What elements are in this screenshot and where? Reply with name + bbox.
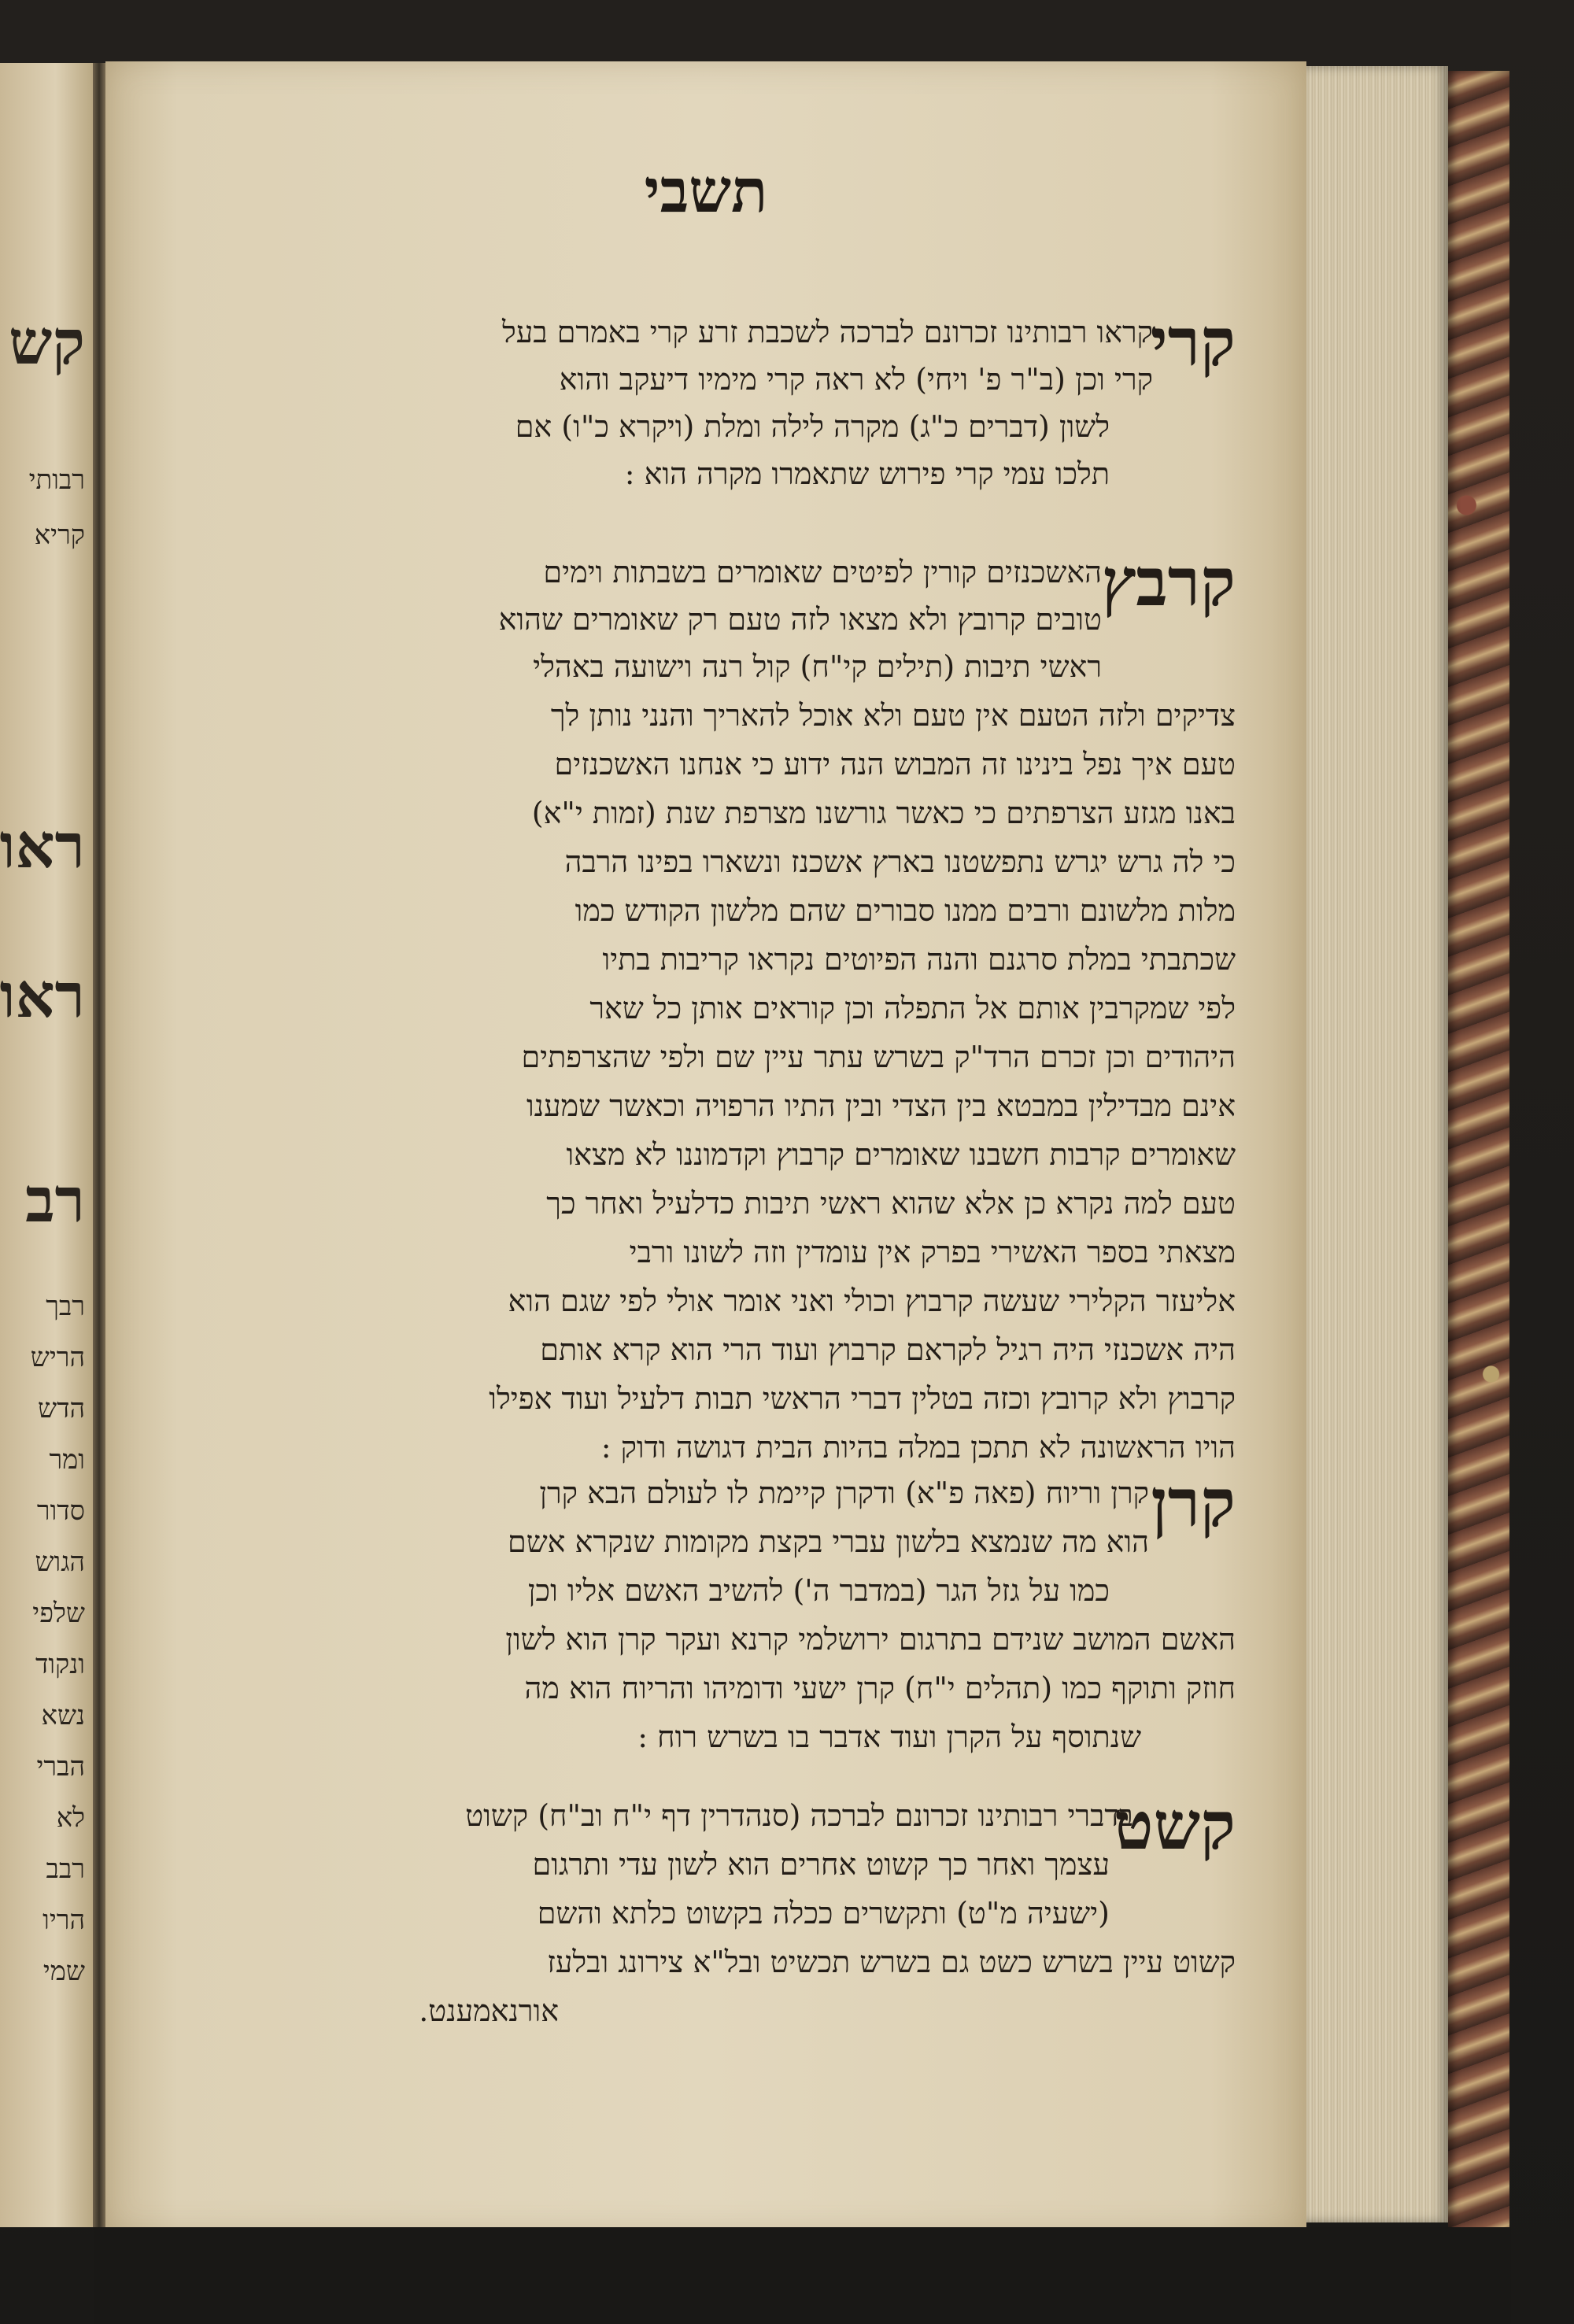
entry-line: הוא מה שנמצא בלשון עברי בקצת מקומות שנקרא אשם xyxy=(508,1524,1149,1559)
entry-line: קרן וריוח (פאה פ"א) ודקרן קיימת לו לעולם הבא קרן xyxy=(539,1476,1149,1510)
entry-kashet xyxy=(173,1746,1236,2076)
entry-line: חוזק ותוקף כמו (תהלים י"ח) קרן ישעי ודומיהו והריוח הוא מה xyxy=(524,1671,1236,1705)
left-page-fragment: הברי xyxy=(36,1751,85,1783)
left-page-fragment: ראו xyxy=(0,960,85,1032)
entry-line: באנו מגזע הצרפתים כי כאשר גורשנו מצרפת שנת (זמות י"א) xyxy=(531,796,1236,830)
left-page-fragment: לא xyxy=(56,1802,85,1834)
running-head: תשבי xyxy=(644,156,768,226)
entry-keren xyxy=(173,1415,1236,1754)
entry-line: היה אשכנזי היה רגיל לקראם קרבוץ ועוד הרי הוא קרא אותם xyxy=(540,1332,1236,1367)
left-page-fragment: רבותי xyxy=(28,464,85,496)
entry-line: הויו הראשונה לא תתכן במלה בהיות הבית דגושה ודוק : xyxy=(600,1430,1236,1465)
entry-line: היהודים וכן זכרם הרד"ק בשרש עתר עיין שם ולפי שהצרפתים xyxy=(521,1040,1236,1074)
left-page-fragment: הדש xyxy=(38,1393,85,1424)
page-content xyxy=(105,61,1306,2233)
entry-headword: קרן xyxy=(1151,1464,1236,1542)
entry-line: צדיקים ולזה הטעם אין טעם ולא אוכל להאריך והנני נותן לך xyxy=(550,698,1236,733)
entry-line: מצאתי בספר האשירי בפרק אין עומדין וזה לשונו ורבי xyxy=(629,1235,1236,1269)
left-page-fragment: הגוש xyxy=(35,1546,85,1578)
left-page xyxy=(0,63,93,2227)
entry-line: טעם למה נקרא כן אלא שהוא ראשי תיבות כדלעיל ואחר כך xyxy=(546,1186,1236,1221)
left-page-fragment: שלפי xyxy=(32,1598,85,1629)
entry-line: בדברי רבותינו זכרונם לברכה (סנהדרין דף י"ח וב"ח) קשוט xyxy=(465,1798,1133,1833)
left-page-fragment: הריו xyxy=(42,1905,85,1936)
entry-line: ראשי תיבות (תילים קי"ח) קול רנה וישועה באהלי xyxy=(533,649,1102,684)
left-page-fragment: שמי xyxy=(42,1956,85,1987)
entry-line: לפי שמקרבין אותם אל התפלה וכן קוראים אותן כל שאר xyxy=(589,991,1236,1025)
entry-line: כי לה גרש יגרש נתפשטנו בארץ אשכנז ונשארו בפינו הרבה xyxy=(564,844,1236,879)
entry-line: כמו על גזל הגר (במדבר ה') להשיב האשם אליו וכן xyxy=(527,1573,1110,1608)
entry-line: שכתבתי במלת סרגנם והנה הפיוטים נקראו קריבות בתיו xyxy=(602,942,1236,977)
left-page-fragment: קש xyxy=(9,307,85,379)
entry-line: אורנאמענט. xyxy=(419,1993,559,2028)
entry-line: טובים קרובץ ולא מצאו לזה טעם רק שאומרים שהוא xyxy=(498,602,1102,637)
entry-headword: קשט xyxy=(1113,1786,1236,1864)
book-gutter xyxy=(93,63,105,2227)
left-page-fragment: ומר xyxy=(49,1444,85,1476)
entry-line: מלות מלשונם ורבים ממנו סבורים שהם מלשון הקודש כמו xyxy=(575,893,1236,928)
entry-kri xyxy=(173,238,1236,498)
entry-line: תלכו עמי קרי פירוש שתאמרו מקרה הוא : xyxy=(624,456,1110,491)
left-page-fragment: ונקוד xyxy=(35,1649,85,1680)
entry-krevetz xyxy=(173,478,1236,1465)
left-page-fragment: הריש xyxy=(30,1342,85,1373)
left-page-fragment: נשא xyxy=(41,1700,85,1731)
entry-line: עצמך ואחר כך קשוט אחרים הוא לשון עדי ותרגום xyxy=(532,1847,1110,1882)
entry-headword: קרי xyxy=(1150,303,1236,381)
entry-line: האשם המושב שנידם בתרגום ירושלמי קרנא ועקר קרן הוא לשון xyxy=(505,1622,1236,1657)
entry-line: טעם איך נפל בינינו זה המבוש הנה ידוע כי אנחנו האשכנזים xyxy=(554,747,1236,781)
entry-line: שאומרים קרבות חשבנו שאומרים קרבוץ וקדמוננו לא מצאו xyxy=(566,1137,1236,1172)
entry-line: קשוט עיין בשרש כשט גם בשרש תכשיט ובל"א צירונג ובלעז xyxy=(547,1945,1236,1979)
page-edges xyxy=(1306,66,1448,2222)
entry-line: קרבוץ ולא קרובץ וכזה בטלין דברי הראשי תבות דלעיל ועוד אפילו xyxy=(489,1381,1236,1416)
bottom-shadow xyxy=(94,2227,1511,2324)
left-page-fragment: רב xyxy=(25,1165,85,1236)
entry-line: לשון (דברים כ"ג) מקרה לילה ומלת (ויקרא כ"ו) אם xyxy=(515,409,1110,444)
entry-line: שנתוסף על הקרן ועוד אדבר בו בשרש רוח : xyxy=(637,1720,1141,1754)
entry-line: קראו רבותינו זכרונם לברכה לשכבת זרע קרי באמרם בעל xyxy=(502,315,1153,349)
marbled-cover xyxy=(1448,71,1509,2243)
entry-line: אינם מבדילין במבטא בין הצדי ובין התיו הרפויה וכאשר שמענו xyxy=(527,1088,1236,1123)
entry-line: קרי וכן (ב"ר פ' ויחי) לא ראה קרי מימיו דיעקב והוא xyxy=(559,362,1153,397)
entry-line: האשכנזים קורין לפיטים שאומרים בשבתות וימים xyxy=(543,555,1102,589)
entry-line: אליעזר הקלירי שעשה קרבוץ וכולי ואני אומר אולי לפי שגם הוא xyxy=(508,1284,1236,1318)
left-page-fragment: קריא xyxy=(34,519,85,551)
left-page-fragment: רבב xyxy=(46,1853,85,1885)
entry-line: (ישעיה מ"ט) ותקשרים ככלה בקשוט כלתא והשם xyxy=(537,1896,1110,1931)
left-page-fragment: ראו xyxy=(0,811,85,882)
left-page-fragment: סדור xyxy=(36,1495,85,1527)
left-page-fragment: רבך xyxy=(46,1291,85,1322)
entry-headword: קרבץ xyxy=(1101,543,1236,621)
